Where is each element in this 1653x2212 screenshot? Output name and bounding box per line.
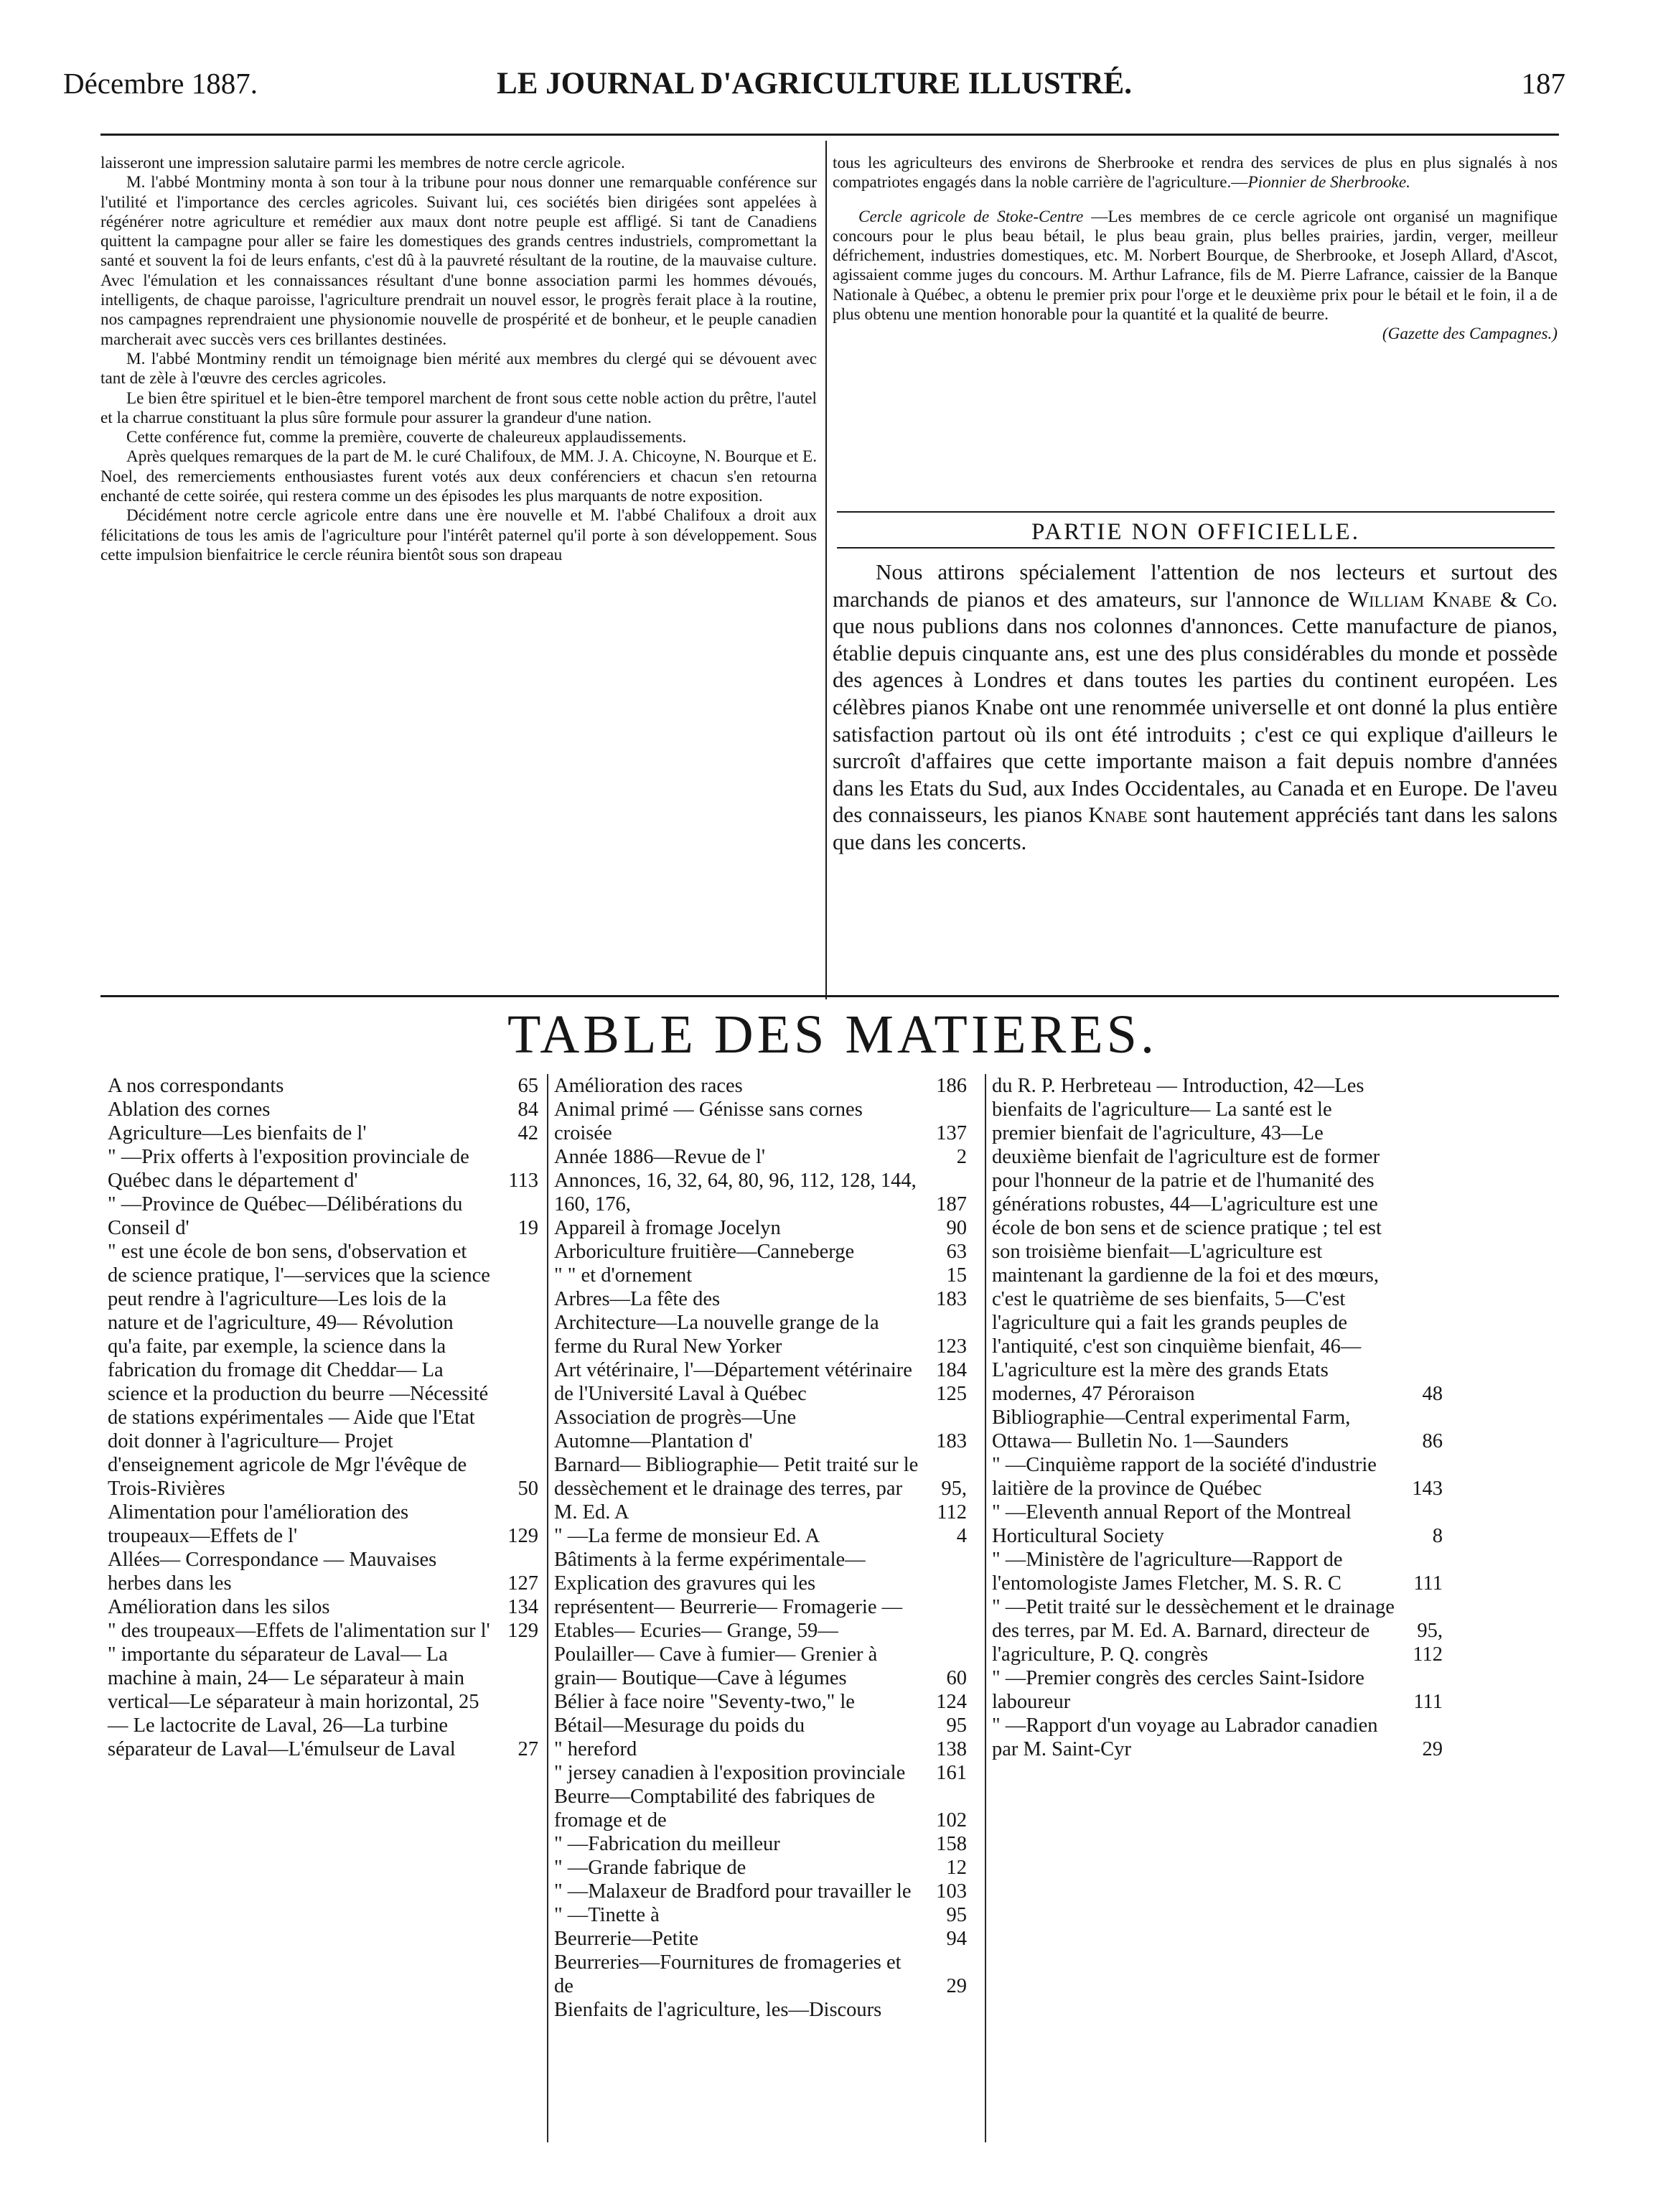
toc-entry-page: 29 xyxy=(946,1975,967,1997)
toc-entry-text: " —Rapport d'un voyage au Labrador canadien par M. Saint-Cyr xyxy=(992,1714,1378,1760)
toc-entry-page: 111 xyxy=(1413,1572,1443,1595)
toc-entry-text: Ablation des cornes xyxy=(108,1098,271,1121)
toc-entry xyxy=(108,1619,538,1643)
toc-entry-page: 124 xyxy=(936,1691,967,1713)
header-rule xyxy=(100,134,1559,136)
toc-entry-page: 65 xyxy=(518,1075,538,1097)
toc-entry-page: 113 xyxy=(508,1170,538,1192)
toc-entry xyxy=(992,1595,1443,1666)
toc-entry-page: 63 xyxy=(946,1241,967,1263)
toc-entry-text: Amélioration dans les silos xyxy=(108,1596,330,1618)
toc-entry xyxy=(554,1311,967,1358)
toc-entry-page: 95 xyxy=(946,1714,967,1737)
column-divider xyxy=(825,141,827,999)
toc-entry-page: 143 xyxy=(1412,1478,1443,1500)
issue-date: Décembre 1887. xyxy=(63,67,258,100)
toc-entry-text: " —Grande fabrique de xyxy=(554,1857,746,1879)
toc-entry xyxy=(554,1832,967,1856)
toc-entry-page: 183 xyxy=(936,1430,967,1452)
toc-divider xyxy=(985,1074,986,2142)
toc-entry-page: 127 xyxy=(507,1572,538,1595)
article-paragraph: Après quelques remarques de la part de M. le curé Chalifoux, de MM. J. A. Chicoyne, N. Bourque et E. Noel, des remerciements enthousiastes furent votés aux deux conférenciers et chacun s'en retourna enchanté de cette soirée, qui restera comme un des épisodes les plus marquants de notre exposition. xyxy=(100,447,817,506)
toc-entry-text: Arbres—La fête des xyxy=(554,1288,721,1310)
toc-entry-text: " jersey canadien à l'exposition provinciale xyxy=(554,1762,906,1784)
toc-entry-text: Agriculture—Les bienfaits de l' xyxy=(108,1122,367,1144)
toc-entry-text: Automne—Plantation d' xyxy=(554,1430,753,1452)
article-paragraph: Cercle agricole de Stoke-Centre —Les membres de ce cercle agricole ont organisé un magnifique concours pour le plus beau bétail, le plus beau grain, plus belles prairies, jardin, verger, meilleur défrichement, industries domestiques, etc. M. Norbert Bourque, de Sherbrooke, et Joseph Allard, d'Ascot, agissaient comme juges du concours. M. Arthur Lafrance, fils de M. Pierre Lafrance, caissier de la Banque Nationale à Québec, a obtenu le premier prix pour l'orge et le deuxième prix pour le bétail et le foin, il a de plus obtenu une mention honorable pour la quantité et la qualité de beurre. xyxy=(833,207,1558,325)
toc-entry-page: 183 xyxy=(936,1288,967,1310)
toc-entry xyxy=(554,1951,967,1998)
toc-entry-page: 184 125 xyxy=(936,1359,967,1405)
toc-entry-text: " importante du séparateur de Laval— La machine à main, 24— Le séparateur à main vertical—Le séparateur à main horizontal, 25— Le lactocrite de Laval, 26—La turbine séparateur de Laval—L'émulseur de Laval xyxy=(108,1643,479,1760)
right-article xyxy=(833,154,1558,505)
toc-entry xyxy=(554,1264,967,1287)
toc-entry xyxy=(554,1145,967,1169)
toc-entry-text: " —Prix offerts à l'exposition provinciale de Québec dans le département d' xyxy=(108,1146,469,1192)
toc-entry-text: " —Tinette à xyxy=(554,1904,660,1926)
toc-entry xyxy=(554,1856,967,1880)
toc-entry-page: 123 xyxy=(936,1335,967,1358)
toc-entry-page: 94 xyxy=(946,1928,967,1950)
toc-entry-page: 102 xyxy=(936,1809,967,1831)
toc-entry-text: " —La ferme de monsieur Ed. A xyxy=(554,1525,820,1547)
toc-entry xyxy=(108,1193,538,1240)
toc-entry-text: Beurre—Comptabilité des fabriques de fromage et de xyxy=(554,1786,876,1831)
toc-entry-text: Art vétérinaire, l'—Département vétérinaire de l'Université Laval à Québec xyxy=(554,1359,912,1405)
toc-entry-text: Bélier à face noire "Seventy-two," le xyxy=(554,1691,855,1713)
toc-entry xyxy=(554,1524,967,1548)
toc-entry-text: " —Petit traité sur le dessèchement et le drainage des terres, par M. Ed. A. Barnard, directeur de l'agriculture, P. Q. congrès xyxy=(992,1596,1395,1666)
section-rule xyxy=(837,547,1555,549)
toc-entry-page: 95, 112 xyxy=(1413,1620,1443,1666)
toc-entry-text: Appareil à fromage Jocelyn xyxy=(554,1217,781,1239)
toc-title: TABLE DES MATIERES. xyxy=(507,1004,1158,1065)
toc-entry xyxy=(554,1998,967,2022)
non-official-notice xyxy=(833,559,1558,998)
toc-entry xyxy=(554,1880,967,1903)
article-paragraph: Le bien être spirituel et le bien-être temporel marchent de front sous cette noble action du prêtre, l'autel et la charrue constituant la plus sûre formule pour assurer la grandeur d'une nation. xyxy=(100,388,817,427)
toc-entry-text: " —Ministère de l'agriculture—Rapport de l'entomologiste James Fletcher, M. S. R. C xyxy=(992,1549,1343,1595)
notice-paragraph: Nous attirons spécialement l'attention de nos lecteurs et surtout des marchands de pianos et des amateurs, sur l'annonce de William Knabe & Co. que nous publions dans nos colonnes d'annonces. Cette manufacture de pianos, établie depuis cinquante ans, est une des plus considérables du monde et possède des agences à Londres et dans toutes les parties du continent européen. Les célèbres pianos Knabe ont une renommée universelle et ont donné la plus entière satisfaction partout où ils ont été introduits ; c'est ce qui explique d'ailleurs le surcroît d'affaires que cette importante maison a fait depuis nombre d'années dans les Etats du Sud, aux Indes Occidentales, au Canada et en Europe. De l'aveu des connaisseurs, les pianos Knabe sont hautement appréciés tant dans les salons que dans les concerts. xyxy=(833,559,1558,854)
toc-entry xyxy=(108,1145,538,1193)
toc-entry-text: " —Cinquième rapport de la société d'industrie laitière de la province de Québec xyxy=(992,1454,1377,1500)
toc-entry-page: 29 xyxy=(1422,1738,1443,1760)
brand-name: Knabe xyxy=(1088,802,1148,828)
toc-entry-page: 4 xyxy=(956,1525,967,1547)
toc-entry-text: Beurrerie—Petite xyxy=(554,1928,699,1950)
toc-entry-text: Arboriculture fruitière—Canneberge xyxy=(554,1241,855,1263)
toc-entry-page: 60 xyxy=(946,1667,967,1689)
toc-entry xyxy=(992,1074,1443,1406)
toc-entry-page: 187 xyxy=(936,1193,967,1215)
toc-entry-text: Animal primé — Génisse sans cornes croisée xyxy=(554,1098,863,1144)
toc-entry-page: 111 xyxy=(1413,1691,1443,1713)
toc-entry xyxy=(554,1927,967,1951)
toc-entry-text: " " et d'ornement xyxy=(554,1264,693,1287)
article-paragraph: Décidément notre cercle agricole entre dans une ère nouvelle et M. l'abbé Chalifoux a droit aux félicitations de tous les amis de l'agriculture pour l'intérêt paternel qu'il porte à son développement. Sous cette impulsion bienfaitrice le cercle réunira bientôt sous son drapeau xyxy=(100,506,817,564)
toc-entry-page: 103 xyxy=(936,1880,967,1903)
toc-entry xyxy=(108,1074,538,1098)
toc-entry-page: 134 xyxy=(507,1596,538,1618)
article-paragraph: M. l'abbé Montminy rendit un témoignage bien mérité aux membres du clergé qui se dévouent avec tant de zèle à l'œuvre des cercles agricoles. xyxy=(100,349,817,388)
page-number: 187 xyxy=(1521,67,1565,100)
toc-entry-page: 19 xyxy=(518,1217,538,1239)
toc-entry xyxy=(108,1643,538,1761)
toc-entry-page: 186 xyxy=(936,1075,967,1097)
toc-entry xyxy=(992,1666,1443,1714)
toc-entry-text: Bâtiments à la ferme expérimentale— Explication des gravures qui les représentent— Beurrerie— Fromagerie —Etables— Ecuries— Grange, 59— Poulailler— Cave à fumier— Grenier à grain— Boutique—Cave à légumes xyxy=(554,1549,903,1689)
toc-entry xyxy=(108,1240,538,1501)
toc-entry-text: Amélioration des races xyxy=(554,1075,743,1097)
toc-entry xyxy=(554,1714,967,1737)
company-name: William Knabe & Co. xyxy=(1347,586,1558,612)
toc-entry-page: 50 xyxy=(518,1478,538,1500)
toc-entry xyxy=(554,1785,967,1832)
toc-entry xyxy=(554,1074,967,1098)
toc-entry-text: " est une école de bon sens, d'observation et de science pratique, l'—services que la science peut rendre à l'agriculture—Les lois de la nature et de l'agriculture, 49— Révolution qu'a faite, par exemple, la science dans la fabrication du fromage dit Cheddar— La science et la production du beurre —Nécessité de stations expérimentales — Aide que l'Etat doit donner à l'agriculture— Projet d'enseignement agricole de Mgr l'évêque de Trois-Rivières xyxy=(108,1241,490,1500)
toc-entry-text: Beurreries—Fournitures de fromageries et de xyxy=(554,1951,902,1997)
toc-entry xyxy=(108,1121,538,1145)
toc-entry-page: 84 xyxy=(518,1098,538,1121)
toc-entry-text: " hereford xyxy=(554,1738,637,1760)
toc-entry xyxy=(992,1501,1443,1548)
toc-entry xyxy=(554,1216,967,1240)
toc-entry-page: 158 xyxy=(936,1833,967,1855)
paragraph-title: Cercle agricole de Stoke-Centre xyxy=(858,207,1084,226)
journal-title: LE JOURNAL D'AGRICULTURE ILLUSTRÉ. xyxy=(497,67,1132,101)
toc-entry xyxy=(554,1453,967,1524)
toc-entry-text: A nos correspondants xyxy=(108,1075,284,1097)
section-heading: PARTIE NON OFFICIELLE. xyxy=(1031,519,1360,545)
toc-entry xyxy=(554,1548,967,1690)
toc-entry-page: 129 xyxy=(507,1620,538,1642)
toc-entry-page: 95, 112 xyxy=(937,1478,967,1523)
toc-entry-text: Alimentation pour l'amélioration des troupeaux—Effets de l' xyxy=(108,1501,409,1547)
toc-entry-text: " —Premier congrès des cercles Saint-Isidore laboureur xyxy=(992,1667,1364,1713)
toc-rule xyxy=(100,995,1559,997)
toc-entry xyxy=(108,1595,538,1619)
toc-entry xyxy=(554,1429,967,1453)
toc-entry-page: 137 xyxy=(936,1122,967,1144)
toc-entry xyxy=(992,1406,1443,1453)
toc-entry xyxy=(108,1098,538,1121)
toc-entry xyxy=(992,1453,1443,1501)
toc-entry xyxy=(554,1406,967,1429)
toc-entry-text: Barnard— Bibliographie— Petit traité sur le dessèchement et le drainage des terres, par M. Ed. A xyxy=(554,1454,919,1523)
toc-divider xyxy=(547,1074,548,2142)
toc-entry xyxy=(554,1169,967,1216)
toc-entry xyxy=(554,1098,967,1145)
article-paragraph: laisseront une impression salutaire parmi les membres de notre cercle agricole. xyxy=(100,154,625,172)
section-rule xyxy=(837,511,1555,513)
toc-entry-text: " des troupeaux—Effets de l'alimentation sur l' xyxy=(108,1620,490,1642)
toc-entry xyxy=(554,1761,967,1785)
article-paragraph: M. l'abbé Montminy monta à son tour à la tribune pour nous donner une remarquable conférence sur l'utilité et l'importance des cercles agricoles. Suivant lui, ces sociétés bien dirigées sont appelées à régénérer notre agriculture et remédier aux maux dont notre peuple est affligé. Si tant de Canadiens quittent la campagne pour aller se faire les domestiques des grands centres industriels, compromettant la santé et souvent la foi de leurs enfants, c'est dû à la pauvreté résultant de la routine, de la mauvaise culture. Avec l'émulation et les connaissances résultant d'une bonne association parmi les hommes dévoués, intelligents, de chaque paroisse, l'agriculture prendrait un nouvel essor, le progrès ferait place à la routine, nos campagnes reprendraient une physionomie nouvelle de prospérité et de bonheur, et le peuple canadien marcherait avec succès vers ces brillantes destinées. xyxy=(100,173,817,349)
toc-entry xyxy=(554,1287,967,1311)
toc-entry xyxy=(554,1358,967,1406)
page-header xyxy=(63,66,1565,109)
citation: (Gazette des Campagnes.) xyxy=(1382,325,1558,344)
toc-entry-text: Bétail—Mesurage du poids du xyxy=(554,1714,805,1737)
toc-column-2 xyxy=(554,1074,967,2022)
toc-entry-text: " —Malaxeur de Bradford pour travailler le xyxy=(554,1880,912,1903)
toc-column-1 xyxy=(108,1074,538,1761)
toc-entry-text: " —Eleventh annual Report of the Montreal Horticultural Society xyxy=(992,1501,1352,1547)
toc-entry-page: 2 xyxy=(956,1146,967,1168)
toc-entry xyxy=(554,1240,967,1264)
toc-entry-text: " —Fabrication du meilleur xyxy=(554,1833,780,1855)
toc-entry xyxy=(554,1903,967,1927)
toc-entry-page: 95 xyxy=(946,1904,967,1926)
toc-entry-page: 161 xyxy=(936,1762,967,1784)
toc-entry-page: 12 xyxy=(946,1857,967,1879)
toc-entry-text: Bienfaits de l'agriculture, les—Discours xyxy=(554,1999,882,2021)
toc-entry-text: Allées— Correspondance — Mauvaises herbes dans les xyxy=(108,1549,437,1595)
toc-entry xyxy=(554,1690,967,1714)
toc-entry-page: 48 xyxy=(1422,1383,1443,1405)
toc-entry-page: 8 xyxy=(1432,1525,1443,1547)
article-paragraph: Cette conférence fut, comme la première, couverte de chaleureux applaudissements. xyxy=(126,428,687,447)
toc-entry-text: " —Province de Québec—Délibérations du Conseil d' xyxy=(108,1193,463,1239)
toc-entry-text: Bibliographie—Central experimental Farm, Ottawa— Bulletin No. 1—Saunders xyxy=(992,1406,1351,1452)
toc-entry-page: 42 xyxy=(518,1122,538,1144)
article-paragraph: tous les agriculteurs des environs de Sherbrooke et rendra des services de plus en plus signalés à nos compatriotes engagés dans la noble carrière de l'agriculture.—Pionnier de Sherbrooke. xyxy=(833,154,1558,192)
left-article xyxy=(100,154,817,1004)
toc-entry-text: Architecture—La nouvelle grange de la ferme du Rural New Yorker xyxy=(554,1312,879,1358)
toc-entry-page: 129 xyxy=(507,1525,538,1547)
toc-entry-page: 15 xyxy=(946,1264,967,1287)
toc-entry-page: 138 xyxy=(936,1738,967,1760)
toc-entry-page: 86 xyxy=(1422,1430,1443,1452)
toc-column-3 xyxy=(992,1074,1443,1761)
toc-entry-text: Annonces, 16, 32, 64, 80, 96, 112, 128, 144, 160, 176, xyxy=(554,1170,917,1215)
toc-entry-text: Association de progrès—Une xyxy=(554,1406,797,1429)
toc-entry-text: du R. P. Herbreteau — Introduction, 42—Les bienfaits de l'agriculture— La santé est le premier bienfait de l'agriculture, 43—Le deuxième bienfait de l'agriculture est de former pour l'honneur de la patrie et de l'humanité des générations robustes, 44—L'agriculture est une école de bon sens et de science pratique ; tel est son troisième bienfait—L'agriculture est maintenant la gardienne de la foi et des mœurs, c'est le quatrième de ses bienfaits, 5—C'est l'agriculture qui a fait les grands peuples de l'antiquité, c'est son cinquième bienfait, 46— L'agriculture est la mère des grands Etats modernes, 47 Péroraison xyxy=(992,1075,1382,1405)
toc-entry xyxy=(992,1548,1443,1595)
toc-entry xyxy=(554,1737,967,1761)
toc-entry-page: 90 xyxy=(946,1217,967,1239)
toc-entry-text: Année 1886—Revue de l' xyxy=(554,1146,766,1168)
citation: Pionnier de Sherbrooke. xyxy=(1247,173,1410,192)
toc-entry xyxy=(992,1714,1443,1761)
toc-entry xyxy=(108,1501,538,1548)
toc-entry xyxy=(108,1548,538,1595)
toc-entry-page: 27 xyxy=(518,1738,538,1760)
